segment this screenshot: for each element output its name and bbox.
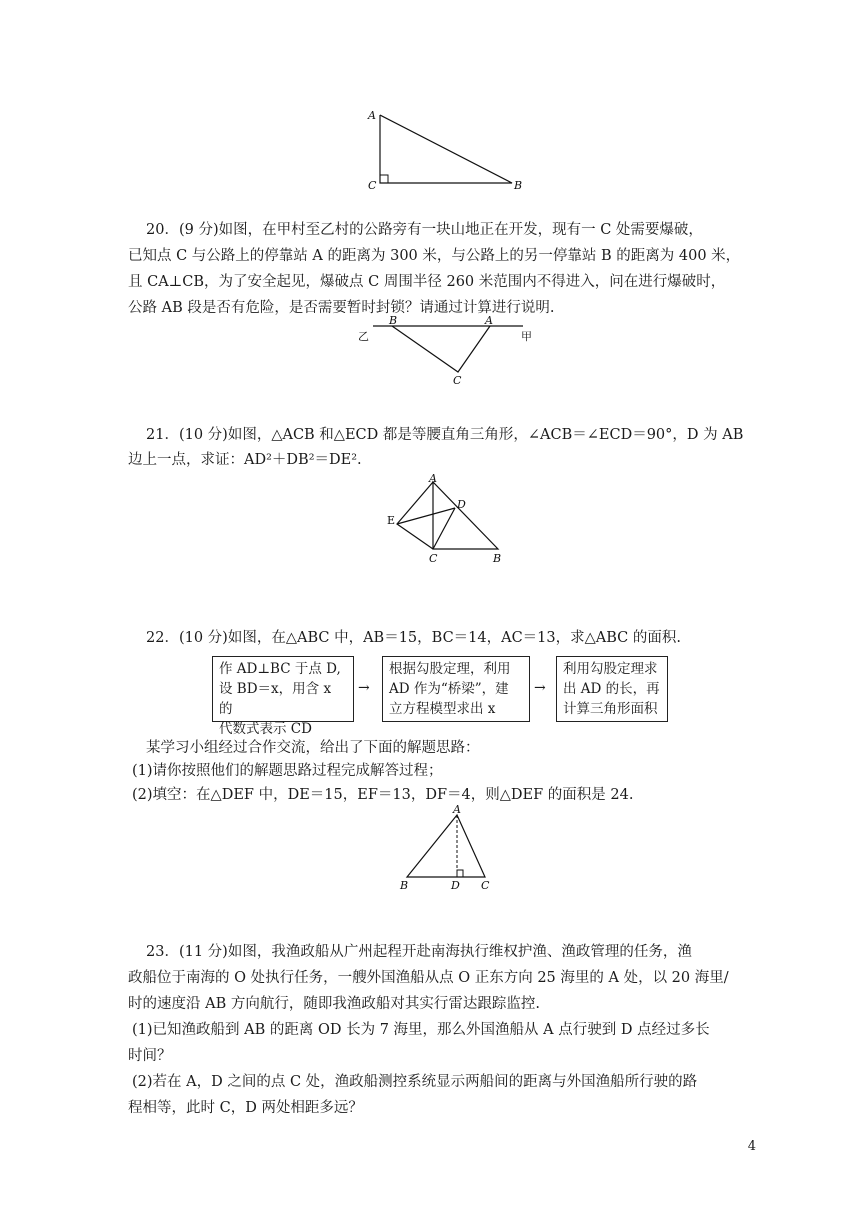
q22-after-3: (2)填空：在△DEF 中，DE＝15，EF＝13，DF＝4，则△DEF 的面积是 24.	[132, 787, 634, 803]
q23-line-3: 时的速度沿 AB 方向航行，随即我渔政船对其实行雷达跟踪监控.	[128, 996, 540, 1012]
q23-line-5: 时间？	[128, 1048, 172, 1064]
label-yi: 乙	[358, 330, 369, 343]
label-b: B	[514, 179, 523, 192]
flow-box-2	[382, 656, 530, 722]
label-a: A	[453, 803, 461, 816]
flow-box-3-line-2: 出 AD 的长，再	[563, 681, 660, 697]
figure-triangle-q22	[395, 803, 505, 893]
label-a: A	[368, 109, 376, 122]
q23-line-4: (1)已知渔政船到 AB 的距离 OD 长为 7 海里，那么外国渔船从 A 点行驶到 D 点经过多长	[132, 1022, 710, 1038]
q20-line-1: 20．(9 分)如图，在甲村至乙村的公路旁有一块山地正在开发，现有一 C 处需要爆破，	[146, 222, 703, 238]
flow-box-2-line-2: AD 作为“桥梁”，建	[389, 681, 509, 697]
flow-box-2-line-1: 根据勾股定理，利用	[389, 661, 511, 677]
label-c: C	[453, 374, 462, 387]
label-a: A	[485, 314, 493, 327]
label-c: C	[429, 552, 438, 565]
q23-line-6: (2)若在 A，D 之间的点 C 处，渔政船测控系统显示两船间的距离与外国渔船所行驶的路	[132, 1074, 698, 1090]
label-c: C	[368, 179, 377, 192]
page-number: 4	[747, 1139, 756, 1154]
flow-box-3	[556, 656, 668, 722]
figure-triangles-q21	[385, 472, 515, 572]
figure-road-q20	[355, 312, 545, 392]
flow-box-1-line-1: 作 AD⊥BC 于点 D,	[219, 661, 341, 677]
q21-line-1: 21．(10 分)如图，△ACB 和△ECD 都是等腰直角三角形，∠ACB＝∠ECD＝90°，D 为 AB	[146, 427, 744, 443]
q22-after-2: (1)请你按照他们的解题思路过程完成解答过程；	[132, 763, 443, 779]
label-b: B	[493, 552, 502, 565]
label-d: D	[451, 879, 460, 892]
label-b: B	[389, 314, 398, 327]
q21-line-2: 边上一点，求证：AD²＋DB²＝DE².	[128, 452, 362, 468]
label-a: A	[429, 472, 437, 485]
label-d: D	[457, 498, 466, 511]
flow-box-1-line-3: 代数式表示 CD	[219, 721, 312, 737]
flow-box-3-line-1: 利用勾股定理求	[563, 661, 658, 677]
label-jia: 甲	[521, 330, 532, 343]
q20-line-4: 公路 AB 段是否有危险，是否需要暂时封锁？请通过计算进行说明.	[128, 300, 555, 316]
flow-box-1-line-2: 设 BD＝x，用含 x 的	[219, 681, 332, 717]
q22-after-1: 某学习小组经过合作交流，给出了下面的解题思路：	[146, 740, 480, 756]
flow-arrow-2: →	[534, 680, 546, 696]
q20-line-2: 已知点 C 与公路上的停靠站 A 的距离为 300 米，与公路上的另一停靠站 B 的距离为 400 米，	[128, 248, 741, 264]
q23-line-2: 政船位于南海的 O 处执行任务，一艘外国渔船从点 O 正东方向 25 海里的 A 处，以 20 海里/	[128, 970, 729, 986]
flow-box-2-line-3: 立方程模型求出 x	[389, 701, 496, 717]
flow-box-1	[212, 656, 354, 737]
q22-line-1: 22．(10 分)如图，在△ABC 中，AB＝15，BC＝14，AC＝13，求△ABC 的面积.	[146, 630, 681, 646]
figure-right-triangle-q19	[360, 105, 540, 200]
label-e: E	[387, 514, 396, 527]
q23-line-1: 23．(11 分)如图，我渔政船从广州起程开赴南海执行维权护渔、渔政管理的任务，渔	[146, 944, 692, 960]
q23-line-7: 程相等，此时 C，D 两处相距多远？	[128, 1100, 363, 1116]
flow-box-3-line-3: 计算三角形面积	[563, 701, 658, 717]
label-b: B	[400, 879, 409, 892]
q20-line-3: 且 CA⊥CB，为了安全起见，爆破点 C 周围半径 260 米范围内不得进入，问在进行爆破时，	[128, 274, 726, 290]
label-c: C	[481, 879, 490, 892]
flow-arrow-1: →	[358, 680, 370, 696]
